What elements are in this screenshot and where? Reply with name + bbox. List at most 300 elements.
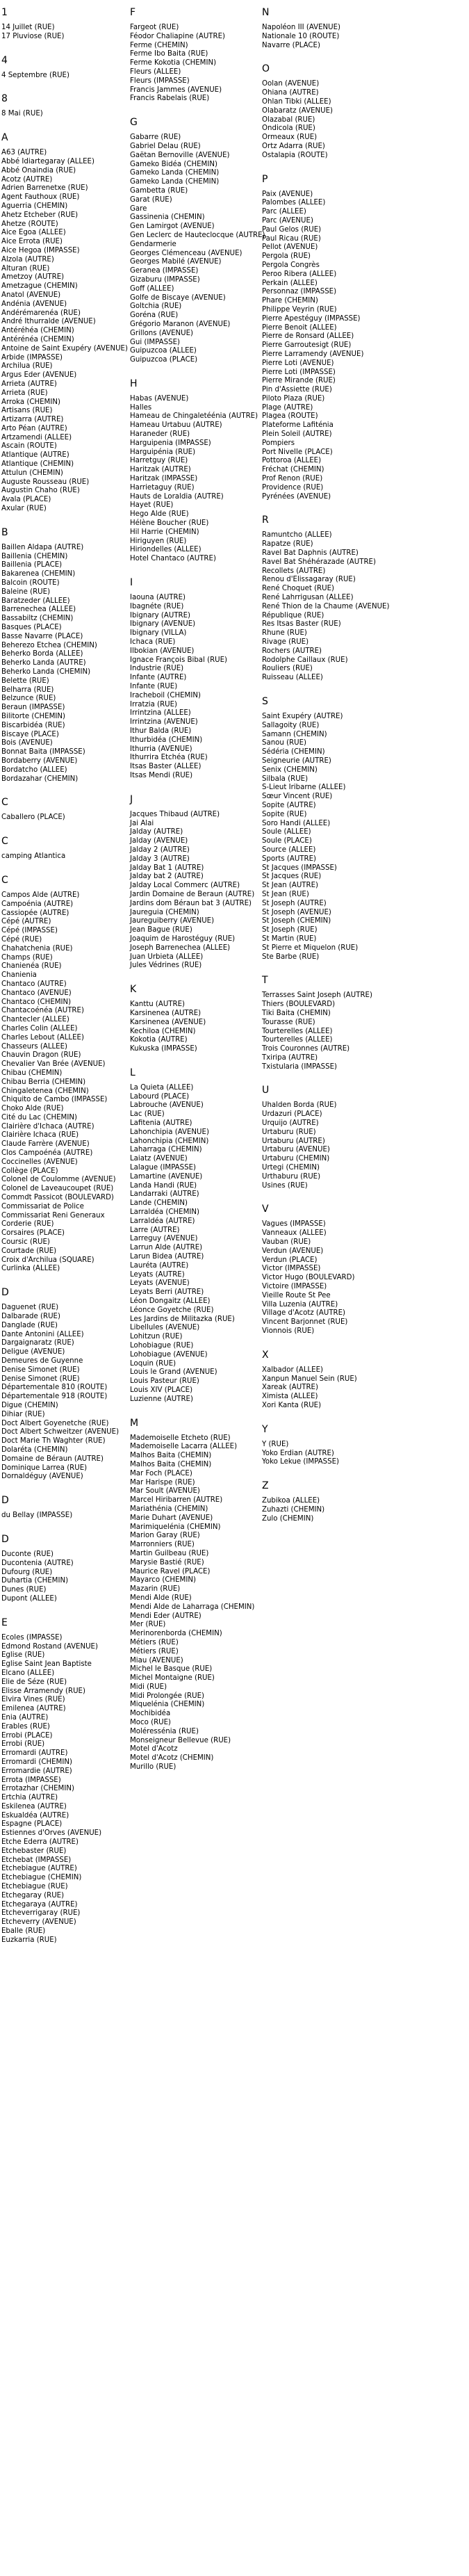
street-entry: Industrie (RUE) (130, 665, 184, 673)
street-entry: Axular (RUE) (1, 505, 47, 513)
index-section (1, 54, 130, 81)
street-entry: Rochers (AUTRE) (262, 647, 322, 655)
street-entry: Golfe de Biscaye (AVENUE) (130, 293, 226, 302)
index-section (262, 1202, 390, 1336)
street-entry: Haritzak (AUTRE) (130, 466, 191, 474)
street-entry: Avala (PLACE) (1, 496, 51, 504)
street-entry: Xori Kanta (RUE) (262, 1402, 322, 1409)
street-entry: Txiripa (AUTRE) (262, 1053, 318, 1062)
street-entry: Grégorio Maranon (AVENUE) (130, 320, 231, 328)
street-entry: Pergola Congrès (262, 261, 320, 269)
street-entry: Campoénia (AUTRE) (1, 900, 74, 908)
street-entry: Ostalapia (ROUTE) (262, 151, 328, 159)
street-entry: Sallagoity (RUE) (262, 721, 320, 729)
street-entry: Guipuzcoa (PLACE) (130, 356, 198, 364)
street-entry: Kanttu (AUTRE) (130, 1001, 185, 1009)
street-entry: Tourterelles (ALLEE) (262, 1036, 333, 1044)
street-entry: Eskualdéa (AUTRE) (1, 1811, 69, 1820)
street-entry: Laiatz (AVENUE) (130, 1155, 188, 1163)
street-entry: Artzamendi (ALLEE) (1, 433, 72, 442)
street-entry: Verdun (AVENUE) (262, 1247, 324, 1255)
street-entry: Pergola (RUE) (262, 252, 311, 261)
street-entry: Etchebiague (CHEMIN) (1, 1874, 82, 1882)
street-entry: Villa Luzenia (AUTRE) (262, 1300, 338, 1309)
street-entry: Ferme (CHEMIN) (130, 41, 188, 49)
street-entry: Midi Prolongée (RUE) (130, 1692, 204, 1700)
street-entry: Léon Dongaitz (ALLEE) (130, 1297, 211, 1306)
street-entry: Tourasse (RUE) (262, 1018, 315, 1026)
street-entry: Erromardi (CHEMIN) (1, 1758, 72, 1766)
street-entry: Jardins dom Béraun bat 3 (AUTRE) (130, 899, 252, 907)
street-entry: Choko Alde (RUE) (1, 1105, 64, 1113)
street-entry: Emilenea (AUTRE) (1, 1705, 66, 1713)
street-entry: Errotazhar (CHEMIN) (1, 1785, 74, 1793)
street-entry: Ithurrira Etchéa (RUE) (130, 754, 208, 762)
street-entry: Pierre Loti (AVENUE) (262, 359, 334, 367)
street-entry: Cité du Lac (CHEMIN) (1, 1113, 77, 1121)
street-entry: Leyats Berri (AUTRE) (130, 1288, 204, 1297)
street-entry: Victoire (IMPASSE) (262, 1283, 327, 1291)
street-entry: Hiriondelles (ALLEE) (130, 546, 201, 554)
street-entry: Campos Alde (AUTRE) (1, 891, 80, 899)
street-entry: Basques (PLACE) (1, 624, 62, 632)
street-entry: Dunes (RUE) (1, 1586, 47, 1594)
street-entry: Baillenia (CHEMIN) (1, 552, 68, 560)
index-section (262, 62, 390, 160)
street-entry: St Jean (AUTRE) (262, 882, 319, 890)
street-entry: Ibignary (VILLA) (130, 629, 187, 638)
street-entry: Etche Ederra (AUTRE) (1, 1838, 79, 1847)
index-section (262, 172, 390, 502)
street-entry: Caballero (PLACE) (1, 813, 65, 822)
street-entry: Miquelénia (CHEMIN) (130, 1701, 205, 1709)
street-entry: Antérénéa (CHEMIN) (1, 335, 74, 343)
street-entry: Labrouche (AVENUE) (130, 1101, 204, 1110)
street-entry: Cassiopée (AUTRE) (1, 909, 69, 917)
street-entry: Ametzoy (AUTRE) (1, 273, 65, 282)
street-entry: Errobi (PLACE) (1, 1731, 53, 1740)
section-letter-heading: D (1, 1533, 9, 1545)
street-entry: Daguenet (RUE) (1, 1304, 59, 1312)
section-letter-heading: V (262, 1204, 269, 1215)
street-entry: Erables (RUE) (1, 1722, 50, 1731)
street-entry: Chantaco (AVENUE) (1, 989, 72, 997)
street-entry: Eskilenea (AUTRE) (1, 1802, 67, 1811)
street-entry: Claude Farrère (AVENUE) (1, 1140, 90, 1149)
street-entry: Goff (ALLEE) (130, 284, 174, 293)
street-entry: Urtaburu (AVENUE) (262, 1146, 330, 1154)
street-entry: Oolan (AVENUE) (262, 80, 320, 88)
section-letter-heading: D (1, 1287, 9, 1299)
street-entry: Espagne (PLACE) (1, 1820, 63, 1829)
index-section (262, 1479, 390, 1523)
index-column-3 (262, 6, 390, 1536)
street-entry: Michel le Basque (RUE) (130, 1665, 213, 1674)
street-entry: Bonnat Baita (IMPASSE) (1, 748, 85, 756)
street-entry: Agent Fauthoux (RUE) (1, 193, 80, 202)
street-entry: Etchebaster (RUE) (1, 1847, 67, 1855)
street-entry: Larre (AUTRE) (130, 1226, 180, 1234)
street-entry: Vagues (IMPASSE) (262, 1220, 326, 1229)
street-entry: 8 Mai (RUE) (1, 110, 43, 118)
street-entry: Grillons (AVENUE) (130, 329, 193, 337)
street-entry: Georges Mabilé (AVENUE) (130, 258, 222, 266)
street-entry: Dupont (ALLEE) (1, 1594, 57, 1603)
street-entry: Belette (RUE) (1, 677, 49, 685)
street-entry: Métiers (RUE) (130, 1647, 179, 1655)
street-entry: Juan Urbieta (ALLEE) (130, 953, 204, 961)
index-section (262, 973, 390, 1071)
section-letter-heading: M (130, 1417, 139, 1429)
street-entry: Lande (CHEMIN) (130, 1199, 188, 1208)
street-entry: Féodor Chaliapine (AUTRE) (130, 32, 226, 40)
street-entry: Infante (RUE) (130, 683, 178, 690)
street-entry: Gabarre (RUE) (130, 133, 181, 142)
street-entry: Etchebiague (RUE) (1, 1883, 68, 1891)
street-entry: Soule (ALLEE) (262, 828, 311, 836)
street-entry: Errobi (RUE) (1, 1740, 45, 1749)
street-entry: Andérémarenéa (RUE) (1, 309, 81, 317)
street-entry: Edmond Rostand (AVENUE) (1, 1642, 98, 1651)
street-entry: Mar Soult (AVENUE) (130, 1487, 200, 1496)
street-entry: Habas (AVENUE) (130, 394, 189, 403)
street-entry: Léonce Goyetche (RUE) (130, 1306, 214, 1314)
index-section (130, 793, 258, 971)
street-entry: Personnaz (IMPASSE) (262, 288, 337, 296)
street-entry: Denise Simonet (RUE) (1, 1375, 80, 1383)
street-entry: Départementale 918 (ROUTE) (1, 1393, 108, 1401)
section-letter-heading: O (262, 63, 270, 75)
street-entry: Belharra (RUE) (1, 686, 54, 694)
street-entry: Dornaldéguy (AVENUE) (1, 1473, 83, 1481)
street-entry: Source (ALLEE) (262, 845, 316, 854)
street-entry: Chibau Berria (CHEMIN) (1, 1078, 86, 1086)
street-entry: Monseigneur Bellevue (RUE) (130, 1736, 231, 1744)
street-entry: Rapatze (RUE) (262, 540, 313, 549)
street-entry: Larraldéa (CHEMIN) (130, 1208, 199, 1217)
street-entry: Gameko Landa (CHEMIN) (130, 169, 220, 177)
street-entry: Harretguy (RUE) (130, 457, 188, 465)
street-entry: Abbé Onaindia (RUE) (1, 166, 76, 175)
street-entry: Providence (RUE) (262, 483, 324, 492)
street-entry: Clairière d'Ichaca (AUTRE) (1, 1122, 94, 1131)
street-entry: Urthaburu (RUE) (262, 1172, 321, 1181)
street-entry: Motel d'Acotz (CHEMIN) (130, 1754, 214, 1763)
street-entry: Jalday (AVENUE) (130, 837, 188, 845)
street-entry: Arrieta (AUTRE) (1, 380, 57, 388)
street-entry: Uhalden Borda (RUE) (262, 1101, 337, 1110)
street-entry: Jardin Domaine de Beraun (AUTRE) (130, 890, 255, 898)
street-entry: Landa Handi (RUE) (130, 1181, 197, 1190)
street-entry: Plagea (ROUTE) (262, 412, 318, 421)
street-entry: Bilitorte (CHEMIN) (1, 713, 65, 720)
street-entry: Mazarin (RUE) (130, 1585, 181, 1594)
section-letter-heading: X (262, 1349, 269, 1361)
street-entry: Goltchia (RUE) (130, 302, 182, 311)
street-entry: Mar Harispe (RUE) (130, 1478, 195, 1487)
street-entry: Ormeaux (RUE) (262, 133, 318, 142)
street-entry: Louis Pasteur (RUE) (130, 1377, 199, 1386)
street-entry: Irrintzina (AVENUE) (130, 718, 198, 727)
street-entry: Corderie (RUE) (1, 1220, 54, 1229)
index-section (1, 1493, 130, 1521)
street-entry: Etcheverrigaray (RUE) (1, 1909, 81, 1918)
street-entry: Bassabiltz (CHEMIN) (1, 615, 74, 623)
street-entry: Chauvin Dragon (RUE) (1, 1051, 81, 1060)
street-entry: Lac (RUE) (130, 1110, 165, 1119)
street-entry: Urtegi (CHEMIN) (262, 1164, 320, 1172)
street-entry: Colonel de Laveaucoupet (RUE) (1, 1185, 114, 1193)
street-entry: Tourterelles (ALLEE) (262, 1027, 333, 1035)
street-entry: René Thion de la Chaume (AVENUE) (262, 602, 390, 610)
street-entry: Cépé (AUTRE) (1, 918, 51, 926)
index-section (130, 115, 265, 365)
street-entry: Piloto Plaza (RUE) (262, 394, 325, 403)
street-entry: Lahonchipia (CHEMIN) (130, 1137, 209, 1145)
street-entry: Auguste Rousseau (RUE) (1, 478, 90, 486)
street-entry: Navarre (PLACE) (262, 41, 320, 49)
street-entry: Coursic (RUE) (1, 1238, 50, 1247)
street-entry: Artisans (RUE) (1, 407, 53, 415)
street-entry: Curlinka (ALLEE) (1, 1265, 60, 1273)
street-entry: Malhos Baita (CHEMIN) (130, 1460, 212, 1468)
street-entry: Harguipénia (RUE) (130, 448, 196, 456)
street-entry: Jalday Local Commerc (AUTRE) (130, 882, 240, 890)
street-entry: Duhartia (CHEMIN) (1, 1577, 69, 1585)
street-entry: Mochibidéa (130, 1710, 171, 1718)
street-entry: Coccinelles (AVENUE) (1, 1158, 78, 1166)
street-entry: Ondicola (RUE) (262, 124, 315, 133)
street-entry: Commissariat de Police (1, 1202, 84, 1210)
street-entry: Marimiquelénia (CHEMIN) (130, 1523, 221, 1531)
street-entry: Parc (ALLEE) (262, 208, 306, 216)
street-entry: St Pierre et Miquelon (RUE) (262, 943, 359, 952)
street-entry: Paul Gelos (RUE) (262, 225, 322, 234)
street-entry: Bakarenea (CHEMIN) (1, 570, 76, 578)
street-entry: Zulo (CHEMIN) (262, 1514, 314, 1523)
index-section (1, 131, 130, 514)
street-entry: Urtaburu (AUTRE) (262, 1137, 325, 1145)
street-entry: Alzola (AUTRE) (1, 255, 54, 264)
street-entry: Hiriguyen (RUE) (130, 537, 187, 545)
street-entry: Ibignary (AVENUE) (130, 620, 196, 629)
street-entry: Zubikoa (ALLEE) (262, 1497, 320, 1505)
street-entry: Plein Soleil (AUTRE) (262, 430, 332, 439)
street-entry: La Quieta (ALLEE) (130, 1083, 194, 1092)
street-entry: Ecoles (IMPASSE) (1, 1633, 63, 1642)
section-letter-heading: H (130, 378, 138, 389)
street-entry: Pyrénées (AVENUE) (262, 492, 331, 501)
street-entry: Ahetze (ROUTE) (1, 220, 58, 228)
street-entry: Res Itsas Baster (RUE) (262, 620, 341, 629)
street-entry: Pompiers (262, 439, 295, 447)
street-entry: Ertchia (AUTRE) (1, 1794, 58, 1802)
street-entry: Antéréhéa (CHEMIN) (1, 327, 74, 335)
index-section (262, 1083, 390, 1190)
street-entry: Sports (AUTRE) (262, 854, 317, 863)
street-entry: Mariathénia (CHEMIN) (130, 1505, 208, 1513)
street-entry: Irratzia (RUE) (130, 700, 178, 708)
street-entry: Michel Montaigne (RUE) (130, 1674, 215, 1683)
street-entry: Rouliers (RUE) (262, 665, 313, 673)
index-section (130, 377, 258, 564)
index-column-2 (130, 6, 265, 1784)
street-entry: Clairière Ichaca (RUE) (1, 1131, 79, 1140)
street-entry: Iracheboil (CHEMIN) (130, 691, 201, 699)
street-entry: Trois Couronnes (AUTRE) (262, 1045, 350, 1053)
street-entry: Chevalier Van Brée (AVENUE) (1, 1060, 106, 1069)
section-letter-heading: N (262, 7, 270, 18)
street-entry: Etcheverry (AVENUE) (1, 1918, 76, 1927)
street-entry: Etchegaraya (AUTRE) (1, 1900, 78, 1909)
street-entry: Larrun Alde (AUTRE) (130, 1244, 203, 1252)
street-entry: Gameko Landa (CHEMIN) (130, 178, 220, 186)
section-letter-heading: A (1, 132, 8, 144)
street-entry: Fargeot (RUE) (130, 24, 179, 31)
street-entry: Hameau de Chingaletéénia (AUTRE) (130, 412, 258, 421)
street-entry: Augustin Chaho (RUE) (1, 487, 80, 495)
street-entry: Kukuska (IMPASSE) (130, 1045, 197, 1053)
street-entry: Vauban (RUE) (262, 1238, 311, 1247)
street-entry: Pierre Apestéguy (IMPASSE) (262, 314, 361, 323)
street-entry: Leyats (AVENUE) (130, 1279, 190, 1288)
street-entry: St Jacques (IMPASSE) (262, 864, 337, 872)
street-entry: Gare (130, 204, 147, 213)
street-entry: Lauréta (AUTRE) (130, 1261, 189, 1270)
street-entry: Andénia (AVENUE) (1, 300, 67, 308)
section-letter-heading: C (1, 836, 8, 848)
street-entry: camping Atlantica (1, 852, 66, 861)
street-entry: Gendarmerie (130, 240, 176, 248)
street-entry: Beherko Landa (AUTRE) (1, 659, 86, 667)
street-entry: Martin Guilbeau (RUE) (130, 1549, 209, 1557)
street-entry: Aice Egoa (ALLEE) (1, 229, 66, 237)
street-entry: Etchebiague (AUTRE) (1, 1865, 77, 1873)
section-letter-heading: C (1, 874, 8, 886)
street-entry: Sopite (RUE) (262, 810, 307, 818)
street-entry: St Joseph (AUTRE) (262, 899, 327, 907)
street-entry: Hayet (RUE) (130, 501, 174, 510)
street-entry: Victor (IMPASSE) (262, 1265, 321, 1273)
street-entry: Victor Hugo (BOULEVARD) (262, 1274, 355, 1282)
street-entry: Motel d'Acotz (130, 1745, 178, 1753)
street-entry: Kechiloa (CHEMIN) (130, 1027, 196, 1035)
street-entry: St Joseph (AVENUE) (262, 908, 331, 916)
street-entry: Merinorenborda (CHEMIN) (130, 1630, 222, 1638)
street-entry: Ohiana (AUTRE) (262, 89, 319, 97)
street-entry: Eglise (RUE) (1, 1651, 45, 1660)
street-entry: Gen Lamirgot (AVENUE) (130, 222, 215, 231)
section-letter-heading: Y (262, 1423, 268, 1435)
street-entry: Hameau Urtabuu (AUTRE) (130, 421, 222, 430)
street-entry: Renou d'Elissagaray (RUE) (262, 576, 356, 584)
section-letter-heading: 8 (1, 93, 8, 105)
street-entry: Ithur Balda (RUE) (130, 727, 192, 735)
street-entry: Antoine de Saint Exupéry (AVENUE) (1, 344, 128, 353)
street-entry: Aice Hegoa (IMPASSE) (1, 246, 80, 254)
street-entry: Hauts de Loraldia (AUTRE) (130, 492, 224, 501)
street-entry: Duconte (RUE) (1, 1550, 54, 1558)
section-letter-heading: L (130, 1067, 135, 1078)
street-entry: Pierre Larramendy (AVENUE) (262, 350, 364, 358)
index-section (1, 873, 130, 1274)
street-entry: Balcoin (ROUTE) (1, 579, 60, 588)
street-entry: Alturan (RUE) (1, 264, 50, 273)
street-entry: Plage (AUTRE) (262, 403, 313, 412)
street-entry: Denise Simonet (RUE) (1, 1366, 80, 1374)
street-entry: Doct Albert Schweitzer (AVENUE) (1, 1428, 120, 1436)
street-entry: Domaine de Béraun (AUTRE) (1, 1455, 104, 1463)
street-entry: Bordazahar (CHEMIN) (1, 775, 79, 783)
index-section (1, 92, 130, 119)
street-entry: Biscarbidéa (RUE) (1, 721, 65, 729)
street-entry: Laharraga (CHEMIN) (130, 1146, 202, 1154)
street-entry: Labourd (PLACE) (130, 1092, 190, 1101)
street-entry: Gassinenia (CHEMIN) (130, 213, 205, 222)
street-entry: Silbala (RUE) (262, 775, 308, 783)
street-entry: Ortz Adarra (RUE) (262, 142, 325, 150)
street-entry: Thiers (BOULEVARD) (262, 1001, 336, 1009)
street-entry: Belzunce (RUE) (1, 695, 56, 703)
street-entry: Ametzague (CHEMIN) (1, 282, 78, 291)
street-entry: René Lahrrigusan (ALLEE) (262, 594, 354, 602)
street-entry: Vionnois (RUE) (262, 1327, 315, 1336)
street-entry: Baleine (RUE) (1, 588, 51, 596)
street-entry: Chanienia (1, 971, 37, 980)
street-entry: Arroka (CHEMIN) (1, 398, 60, 406)
section-letter-heading: 1 (1, 7, 8, 18)
street-entry: Dalbarade (RUE) (1, 1313, 60, 1321)
street-entry: Libellules (AVENUE) (130, 1324, 200, 1332)
street-entry: Jacques Thibaud (AUTRE) (130, 810, 220, 818)
street-entry: St Martin (RUE) (262, 934, 317, 943)
street-entry: Paix (AVENUE) (262, 190, 313, 198)
index-section (130, 1066, 258, 1404)
street-entry: Mademoiselle Lacarra (ALLEE) (130, 1443, 238, 1451)
street-entry: Départementale 810 (ROUTE) (1, 1384, 108, 1392)
index-section (1, 6, 130, 42)
street-entry: 14 Juillet (RUE) (1, 24, 55, 31)
street-entry: Urtaburu (RUE) (262, 1128, 316, 1136)
street-entry: Métiers (RUE) (130, 1638, 179, 1646)
street-entry: Euzkarria (RUE) (1, 1936, 57, 1944)
street-entry: Sœur Vincent (RUE) (262, 793, 333, 801)
section-letter-heading: D (1, 1495, 9, 1507)
street-entry: Ascain (ROUTE) (1, 442, 57, 451)
street-entry: Marronniers (RUE) (130, 1541, 195, 1549)
street-entry: Harrietaguy (RUE) (130, 483, 195, 492)
street-entry: Lahonchipia (AVENUE) (130, 1128, 209, 1136)
street-entry: Midi (RUE) (130, 1683, 167, 1691)
street-entry: Harguipenia (IMPASSE) (130, 439, 211, 447)
section-letter-heading: S (262, 696, 268, 707)
street-entry: Archilua (RUE) (1, 362, 53, 371)
street-entry: Beraun (IMPASSE) (1, 704, 65, 712)
section-letter-heading: P (262, 173, 268, 185)
street-entry: Mer (RUE) (130, 1621, 166, 1629)
street-entry: A63 (AUTRE) (1, 149, 47, 157)
street-entry: Urtaburu (CHEMIN) (262, 1155, 330, 1163)
street-entry: Jalday 3 (AUTRE) (130, 854, 190, 863)
section-letter-heading: F (130, 7, 136, 18)
index-section (1, 526, 130, 784)
street-entry: Sanou (RUE) (262, 739, 307, 747)
street-entry: Landarraki (AUTRE) (130, 1190, 199, 1199)
street-entry: Elcano (ALLEE) (1, 1669, 55, 1677)
street-entry: Cépé (IMPASSE) (1, 927, 58, 935)
street-entry: Goréna (RUE) (130, 311, 179, 320)
street-entry: Dufourg (RUE) (1, 1568, 53, 1576)
